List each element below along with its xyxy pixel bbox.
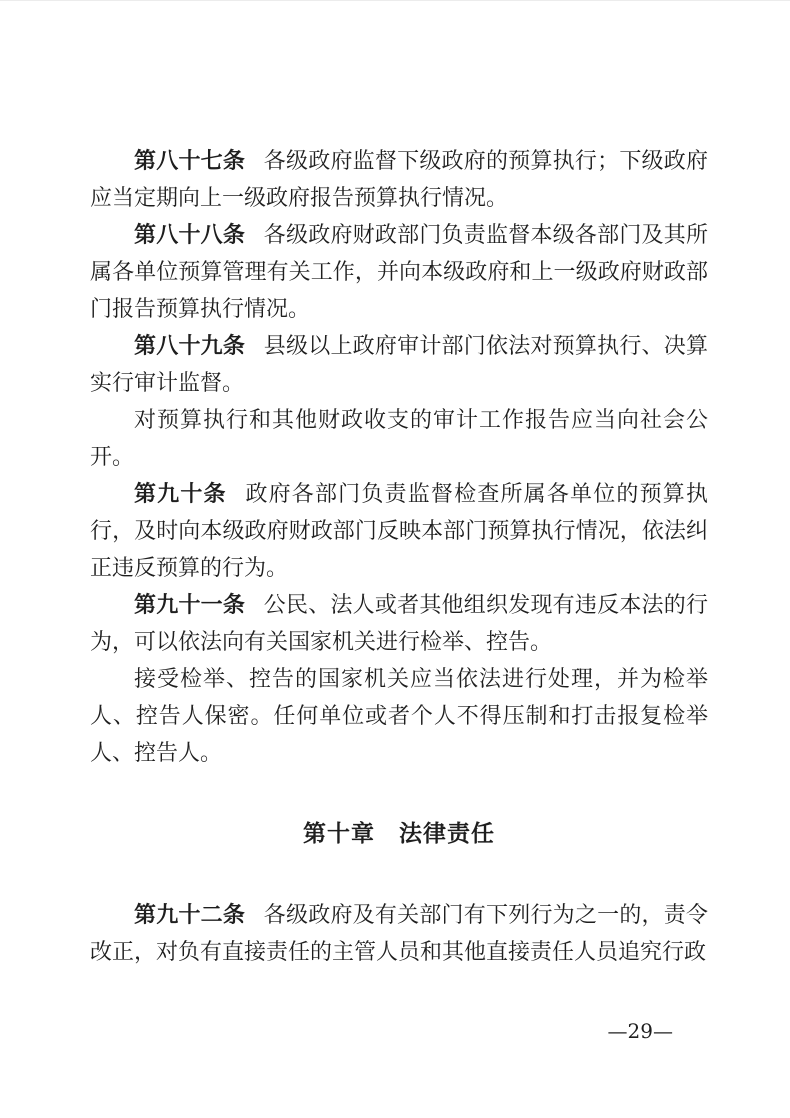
report-protection-text: 接受检举、控告的国家机关应当依法进行处理，并为检举人、控告人保密。任何单位或者个人不得压制和打击报复检举人、控告人。 — [90, 667, 708, 766]
chapter-10-heading: 第十章 法律责任 — [303, 821, 495, 847]
article-92-paragraph — [90, 897, 708, 971]
article-91-paragraph — [90, 587, 708, 661]
audit-report-text: 对预算执行和其他财政收支的审计工作报告应当向社会公开。 — [90, 408, 708, 470]
article-90-text: 政府各部门负责监督检查所属各单位的预算执行，及时向本级政府财政部门反映本部门预算执行情况，依法纠正违反预算的行为。 — [90, 482, 708, 581]
audit-report-paragraph — [90, 402, 708, 476]
article-87-text: 各级政府监督下级政府的预算执行；下级政府应当定期向上一级政府报告预算执行情况。 — [90, 149, 708, 211]
page-number: —29— — [607, 1019, 673, 1043]
article-89-number: 第八十九条 — [134, 334, 246, 359]
report-protection-paragraph — [90, 661, 708, 772]
article-91-number: 第九十一条 — [134, 593, 246, 618]
article-88-number: 第八十八条 — [134, 223, 246, 248]
article-92-number: 第九十二条 — [134, 903, 246, 928]
article-92-text: 各级政府及有关部门有下列行为之一的，责令改正，对负有直接责任的主管人员和其他直接责任人员追究行政 — [90, 903, 708, 965]
article-90-number: 第九十条 — [134, 482, 227, 507]
article-90-paragraph — [90, 476, 708, 587]
article-91-text: 公民、法人或者其他组织发现有违反本法的行为，可以依法向有关国家机关进行检举、控告。 — [90, 593, 708, 655]
article-89-paragraph — [90, 328, 708, 402]
document-content — [90, 143, 708, 971]
article-89-text: 县级以上政府审计部门依法对预算执行、决算实行审计监督。 — [90, 334, 708, 396]
article-87-paragraph — [90, 143, 708, 217]
article-88-paragraph — [90, 217, 708, 328]
article-88-text: 各级政府财政部门负责监督本级各部门及其所属各单位预算管理有关工作，并向本级政府和上一级政府财政部门报告预算执行情况。 — [90, 223, 708, 322]
article-87-number: 第八十七条 — [134, 149, 246, 174]
